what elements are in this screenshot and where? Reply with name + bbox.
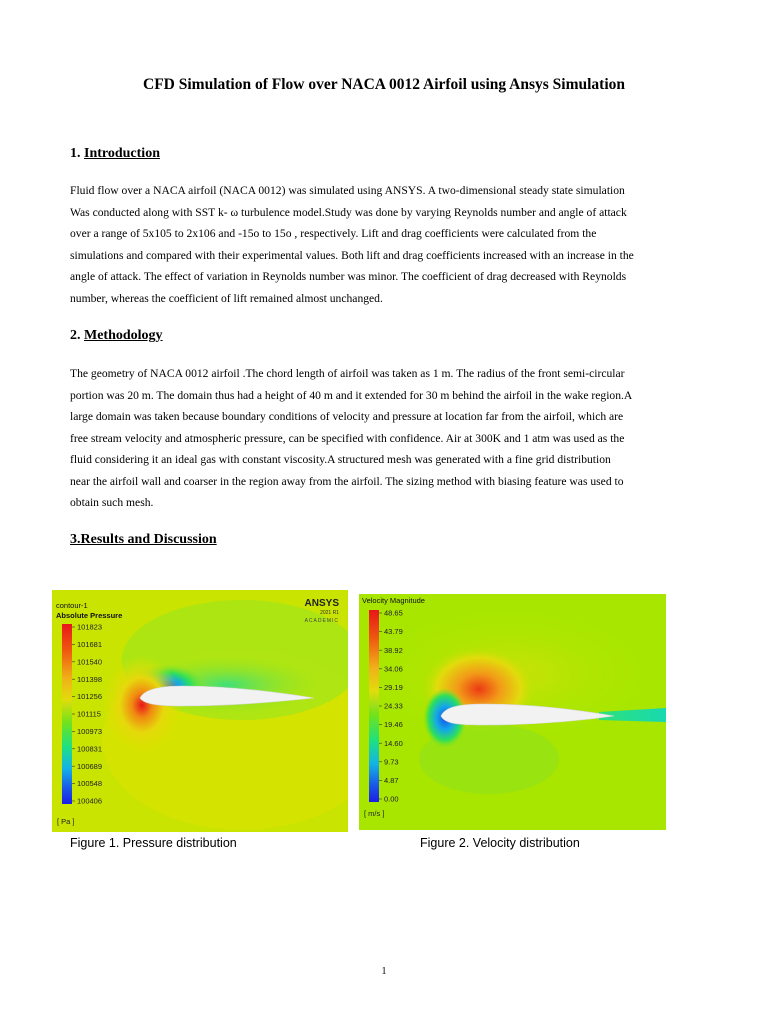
ansys-version-label: 2021 R1 <box>320 610 339 616</box>
color-scale-bar <box>369 610 379 802</box>
legend-level-label: 14.60 <box>384 738 403 748</box>
section-heading-methodology <box>70 328 163 344</box>
section-title: Methodology <box>84 328 163 343</box>
paragraph-line: angle of attack. The effect of variation in Reynolds number was minor. The coefficient of drag decreased with Reynolds <box>70 270 627 283</box>
section-title: Results and Discussion <box>80 532 217 547</box>
legend-level-label: 101540 <box>77 657 103 667</box>
paragraph-line: simulations and compared with their experimental values. Both lift and drag coefficients increased with an increase in the <box>70 248 634 262</box>
page-number: 1 <box>381 966 387 977</box>
figure-velocity-contour <box>359 594 666 830</box>
figure2-caption: Figure 2. Velocity distribution <box>420 836 580 850</box>
legend-level-label: 34.06 <box>384 664 403 674</box>
introduction-paragraph <box>70 180 698 309</box>
section-heading-results <box>70 532 217 548</box>
legend-level-label: 101823 <box>77 622 103 632</box>
velocity-contour-image <box>359 594 666 830</box>
pressure-contour-image <box>52 590 348 832</box>
legend-level-label: 100548 <box>77 779 103 789</box>
ansys-academic-label: ACADEMIC <box>304 618 339 624</box>
legend-variable-label: Absolute Pressure <box>56 611 123 620</box>
legend-level-label: 100406 <box>77 796 103 806</box>
legend-level-label: 100973 <box>77 727 103 736</box>
section-title: Introduction <box>84 146 160 161</box>
paragraph-line: fluid considering it an ideal gas with constant viscosity.A structured mesh was generated with a fine grid distribution <box>70 453 611 466</box>
legend-level-label: 100689 <box>77 761 103 771</box>
paragraph-line: free stream velocity and atmospheric pressure, can be specified with confidence. Air at 300K and 1 atm was used as the <box>70 431 625 445</box>
legend-level-label: 101256 <box>77 692 103 702</box>
paragraph-line: over a range of 5x105 to 2x106 and -15o to 15o , respectively. Lift and drag coefficients were calculated from the <box>70 227 597 240</box>
legend-level-label: 48.65 <box>384 608 403 618</box>
legend-variable-label: Velocity Magnitude <box>362 596 425 605</box>
legend-level-label: 4.87 <box>384 776 399 785</box>
section-number: 2. <box>70 328 81 343</box>
section-heading-introduction <box>70 146 160 162</box>
legend-level-label: 43.79 <box>384 627 403 637</box>
figure-pressure-contour <box>52 590 348 832</box>
paragraph-line: number, whereas the coefficient of lift remained almost unchanged. <box>70 291 383 305</box>
paragraph-line: large domain was taken because boundary conditions of velocity and pressure at location far from the airfoil, which are <box>70 410 624 423</box>
legend-level-label: 38.92 <box>384 645 403 655</box>
color-scale-bar <box>62 624 72 804</box>
ansys-logo: ANSYS <box>304 598 339 609</box>
legend-unit-label: [ Pa ] <box>57 817 75 826</box>
legend-level-label: 24.33 <box>384 701 403 711</box>
section-number: 1. <box>70 146 81 161</box>
legend-level-label: 101115 <box>77 709 101 719</box>
figure1-caption: Figure 1. Pressure distribution <box>70 836 237 850</box>
legend-unit-label: [ m/s ] <box>364 809 385 818</box>
paragraph-line: Was conducted along with SST k- ω turbulence model.Study was done by varying Reynolds number and angle of attack <box>70 205 627 219</box>
legend-level-label: 19.46 <box>384 720 403 730</box>
legend-level-label: 101681 <box>77 640 103 649</box>
paragraph-line: obtain such mesh. <box>70 496 154 509</box>
paragraph-line: Fluid flow over a NACA airfoil (NACA 0012) was simulated using ANSYS. A two-dimensional steady state simulation <box>70 184 625 197</box>
section-number: 3. <box>70 532 81 547</box>
methodology-paragraph <box>70 363 698 514</box>
paragraph-line: near the airfoil wall and coarser in the region away from the airfoil. The sizing method with biasing feature was used to <box>70 474 624 488</box>
legend-level-label: 100831 <box>77 744 103 754</box>
paragraph-line: portion was 20 m. The domain thus had a height of 40 m and it extended for 30 m behind the airfoil in the wake region.A <box>70 388 633 402</box>
document-title: CFD Simulation of Flow over NACA 0012 Airfoil using Ansys Simulation <box>143 76 625 93</box>
contour-name-label: contour-1 <box>56 601 88 610</box>
legend-level-label: 101398 <box>77 674 103 684</box>
legend-level-label: 0.00 <box>384 794 399 804</box>
legend-level-label: 9.73 <box>384 757 399 767</box>
legend-level-label: 29.19 <box>384 683 403 692</box>
paragraph-line: The geometry of NACA 0012 airfoil .The chord length of airfoil was taken as 1 m. The radius of the front semi-circular <box>70 367 625 380</box>
